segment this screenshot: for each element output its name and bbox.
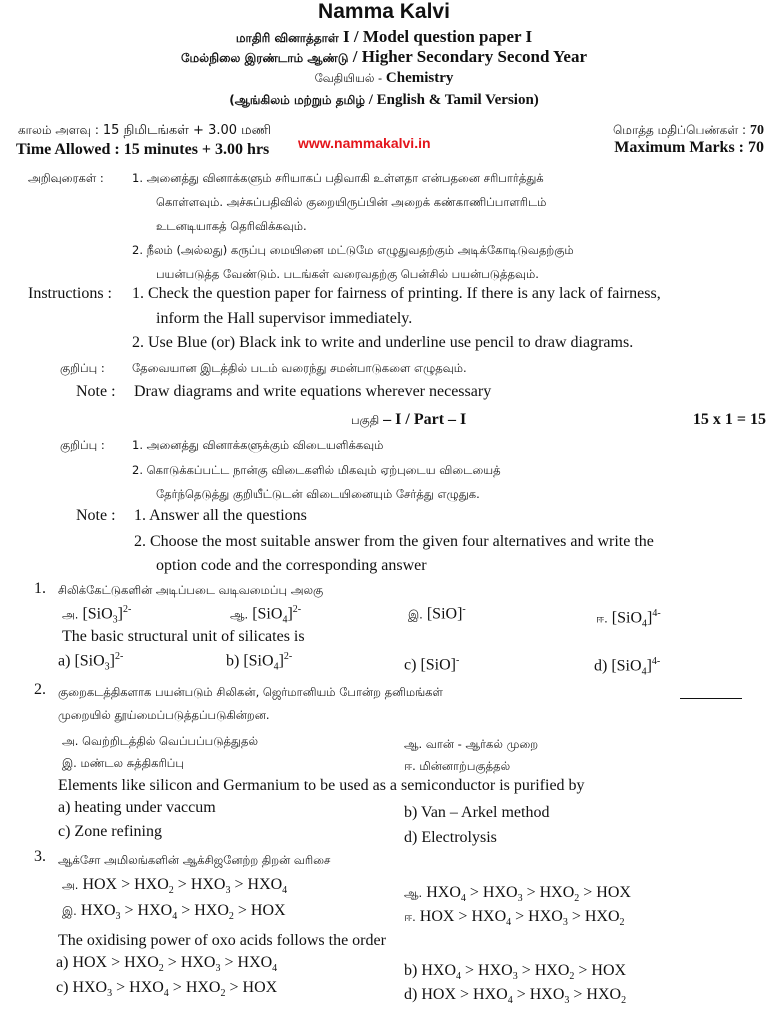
question-number: 2. [34,681,46,698]
note2-line: 1. Answer all the questions [134,507,307,524]
title-line-2-ta: மேல்நிலை இரண்டாம் ஆண்டு [181,51,349,65]
option-ta-d: ஈ. மின்னாற்பகுத்தல் [404,759,511,773]
option-ta-b: ஆ. வான் - ஆர்கல் முறை [404,737,539,751]
instruction-line: 1. Check the question paper for fairness of printing. If there is any lack of fairness, [132,285,661,302]
question-ta: ஆக்சோ அமிலங்களின் ஆக்சிஜனேற்ற திறன் வரிசை [58,853,331,867]
title-line-1-en: I / Model question paper I [343,27,533,46]
title-line-2-en: / Higher Secondary Second Year [352,47,587,66]
site-url-link[interactable]: www.nammakalvi.in [298,135,431,151]
part-heading [351,411,466,429]
marks-ta-value: 70 [750,123,764,138]
question-ta-cont: முறையில் தூய்மைப்படுத்தப்படுகின்றன. [58,708,270,722]
answer-blank [680,686,742,704]
advice-ta-line: பயன்படுத்த வேண்டும். படங்கள் வரைவதற்கு பென்சில் பயன்படுத்தவும். [156,267,539,281]
option-ta-b: ஆ. $HXO_4 > HXO_3 > HXO_2$ > HOX [404,884,631,905]
kurippu-label: குறிப்பு : [60,361,105,375]
option-en-d: d) HOX > $HXO_4 > HXO_3 > HXO_2$ [404,986,627,1007]
instruction-line: 2. Use Blue (or) Black ink to write and underline use pencil to draw diagrams. [132,334,634,351]
option-ta-c: இ. [SiO]- [408,604,466,623]
advice-ta-line: கொள்ளவும். அச்சுப்பதிவில் குறையிருப்பின் அறைக் கண்காணிப்பாளரிடம் [156,195,547,209]
option-ta-d: ஈ. $[SiO_4]^{4-}$ [596,608,661,630]
title-line-4-ta: (ஆங்கிலம் மற்றும் தமிழ் [229,93,365,107]
option-en-a: a) heating under vaccum [58,799,216,816]
option-en-b: b) Van – Arkel method [404,804,550,821]
advice-ta-line: 2. நீலம் (அல்லது) கருப்பு மையினை மட்டுமே எழுதுவதற்கும் அடிக்கோடிடுவதற்கும் [132,243,574,257]
title-line-2 [0,47,768,67]
site-brand: Namma Kalvi [318,0,450,23]
option-en-c: c) [SiO]- [404,655,460,674]
note2-line: option code and the corresponding answer [156,557,427,574]
option-ta-a: அ. HOX > $HXO_2 > HXO_3 > HXO_4$ [62,876,288,897]
question-en: The basic structural unit of silicates is [62,628,305,645]
maximum-marks: Maximum Marks : 70 [614,139,764,156]
option-ta-a: அ. வெற்றிடத்தில் வெப்பப்படுத்துதல் [62,734,258,748]
advice-ta-line: 1. அனைத்து வினாக்களும் சரியாகப் பதிவாகி உள்ளதா என்பதனை சரிபார்த்துக் [132,171,544,185]
part-marks: 15 x 1 = 15 [692,411,766,428]
instruction-line: inform the Hall supervisor immediately. [156,310,413,327]
option-en-d: d) Electrolysis [404,829,497,846]
kurippu2-line: 1. அனைத்து வினாக்களுக்கும் விடையளிக்கவும் [132,438,384,452]
kurippu2-label: குறிப்பு : [60,438,105,452]
marks-ta [613,121,764,139]
title-line-4 [0,92,768,109]
option-ta-b: ஆ. $[SiO_4]^{2-}$ [230,604,302,626]
time-ta [18,121,271,139]
option-en-a: a) $[SiO_3]^{2-}$ [58,651,124,673]
option-ta-c: இ. மண்டல சுத்திகரிப்பு [62,756,184,770]
option-ta-c: இ. $HXO_3 > HXO_4 > HXO_2$ > HOX [62,902,286,923]
option-ta-a: அ. $[SiO_3]^{2-}$ [62,604,132,626]
question-en: Elements like silicon and Germanium to be used as a semiconductor is purified by [58,777,585,794]
title-line-3-ta: வேதியியல் - [314,71,383,85]
part-heading-ta: பகுதி [351,413,380,427]
note-text: Draw diagrams and write equations wherever necessary [134,383,492,400]
note2-label: Note : [76,507,116,524]
kurippu2-line: தேர்ந்தெடுத்து குறியீட்டுடன் விடையினையும் சேர்த்து எழுதுக. [156,487,480,501]
advice-ta-line: உடனடியாகத் தெரிவிக்கவும். [156,219,307,233]
title-line-3-en: Chemistry [385,70,454,86]
option-en-b: b) $HXO_4 > HXO_3 > HXO_2$ > HOX [404,962,627,983]
advice-ta-label: அறிவுரைகள் : [28,171,104,185]
option-en-a: a) HOX > $HXO_2 > HXO_3 > HXO_4$ [56,954,278,975]
note2-line: 2. Choose the most suitable answer from the given four alternatives and write the [134,533,654,550]
time-allowed: Time Allowed : 15 minutes + 3.00 hrs [16,141,270,158]
option-en-c: c) $HXO_3 > HXO_4 > HXO_2$ > HOX [56,979,278,1000]
part-heading-en: – I / Part – I [383,411,467,428]
title-line-3 [0,70,768,87]
kurippu2-line: 2. கொடுக்கப்பட்ட நான்கு விடைகளில் மிகவும் ஏற்புடைய விடையைத் [132,463,501,477]
instructions-label: Instructions : [28,285,112,302]
question-ta: சிலிக்கேட்டுகளின் அடிப்படை வடிவமைப்பு அலகு [58,583,324,597]
question-number: 3. [34,848,46,865]
title-line-1 [0,27,768,47]
note-label: Note : [76,383,116,400]
time-ta-value: 15 நிமிடங்கள் + 3.00 மணி [102,123,271,138]
option-en-d: d) $[SiO_4]^{4-}$ [594,656,661,678]
option-ta-d: ஈ. HOX > $HXO_4 > HXO_3 > HXO_2$ [404,908,625,929]
option-en-b: b) $[SiO_4]^{2-}$ [226,651,293,673]
title-line-1-ta: மாதிரி வினாத்தாள் [235,31,339,45]
title-line-4-en: / English & Tamil Version) [368,92,539,108]
question-ta: குறைகடத்திகளாக பயன்படும் சிலிகன், ஜெர்மானியம் போன்ற தனிமங்கள் [58,685,443,699]
marks-ta-label: மொத்த மதிப்பெண்கள் : [612,123,746,137]
kurippu-text: தேவையான இடத்தில் படம் வரைந்து சமன்பாடுகளை எழுதவும். [132,361,467,375]
time-ta-label: காலம் அளவு : [18,123,99,137]
question-en: The oxidising power of oxo acids follows the order [58,932,386,949]
question-number: 1. [34,580,46,597]
option-en-c: c) Zone refining [58,823,162,840]
